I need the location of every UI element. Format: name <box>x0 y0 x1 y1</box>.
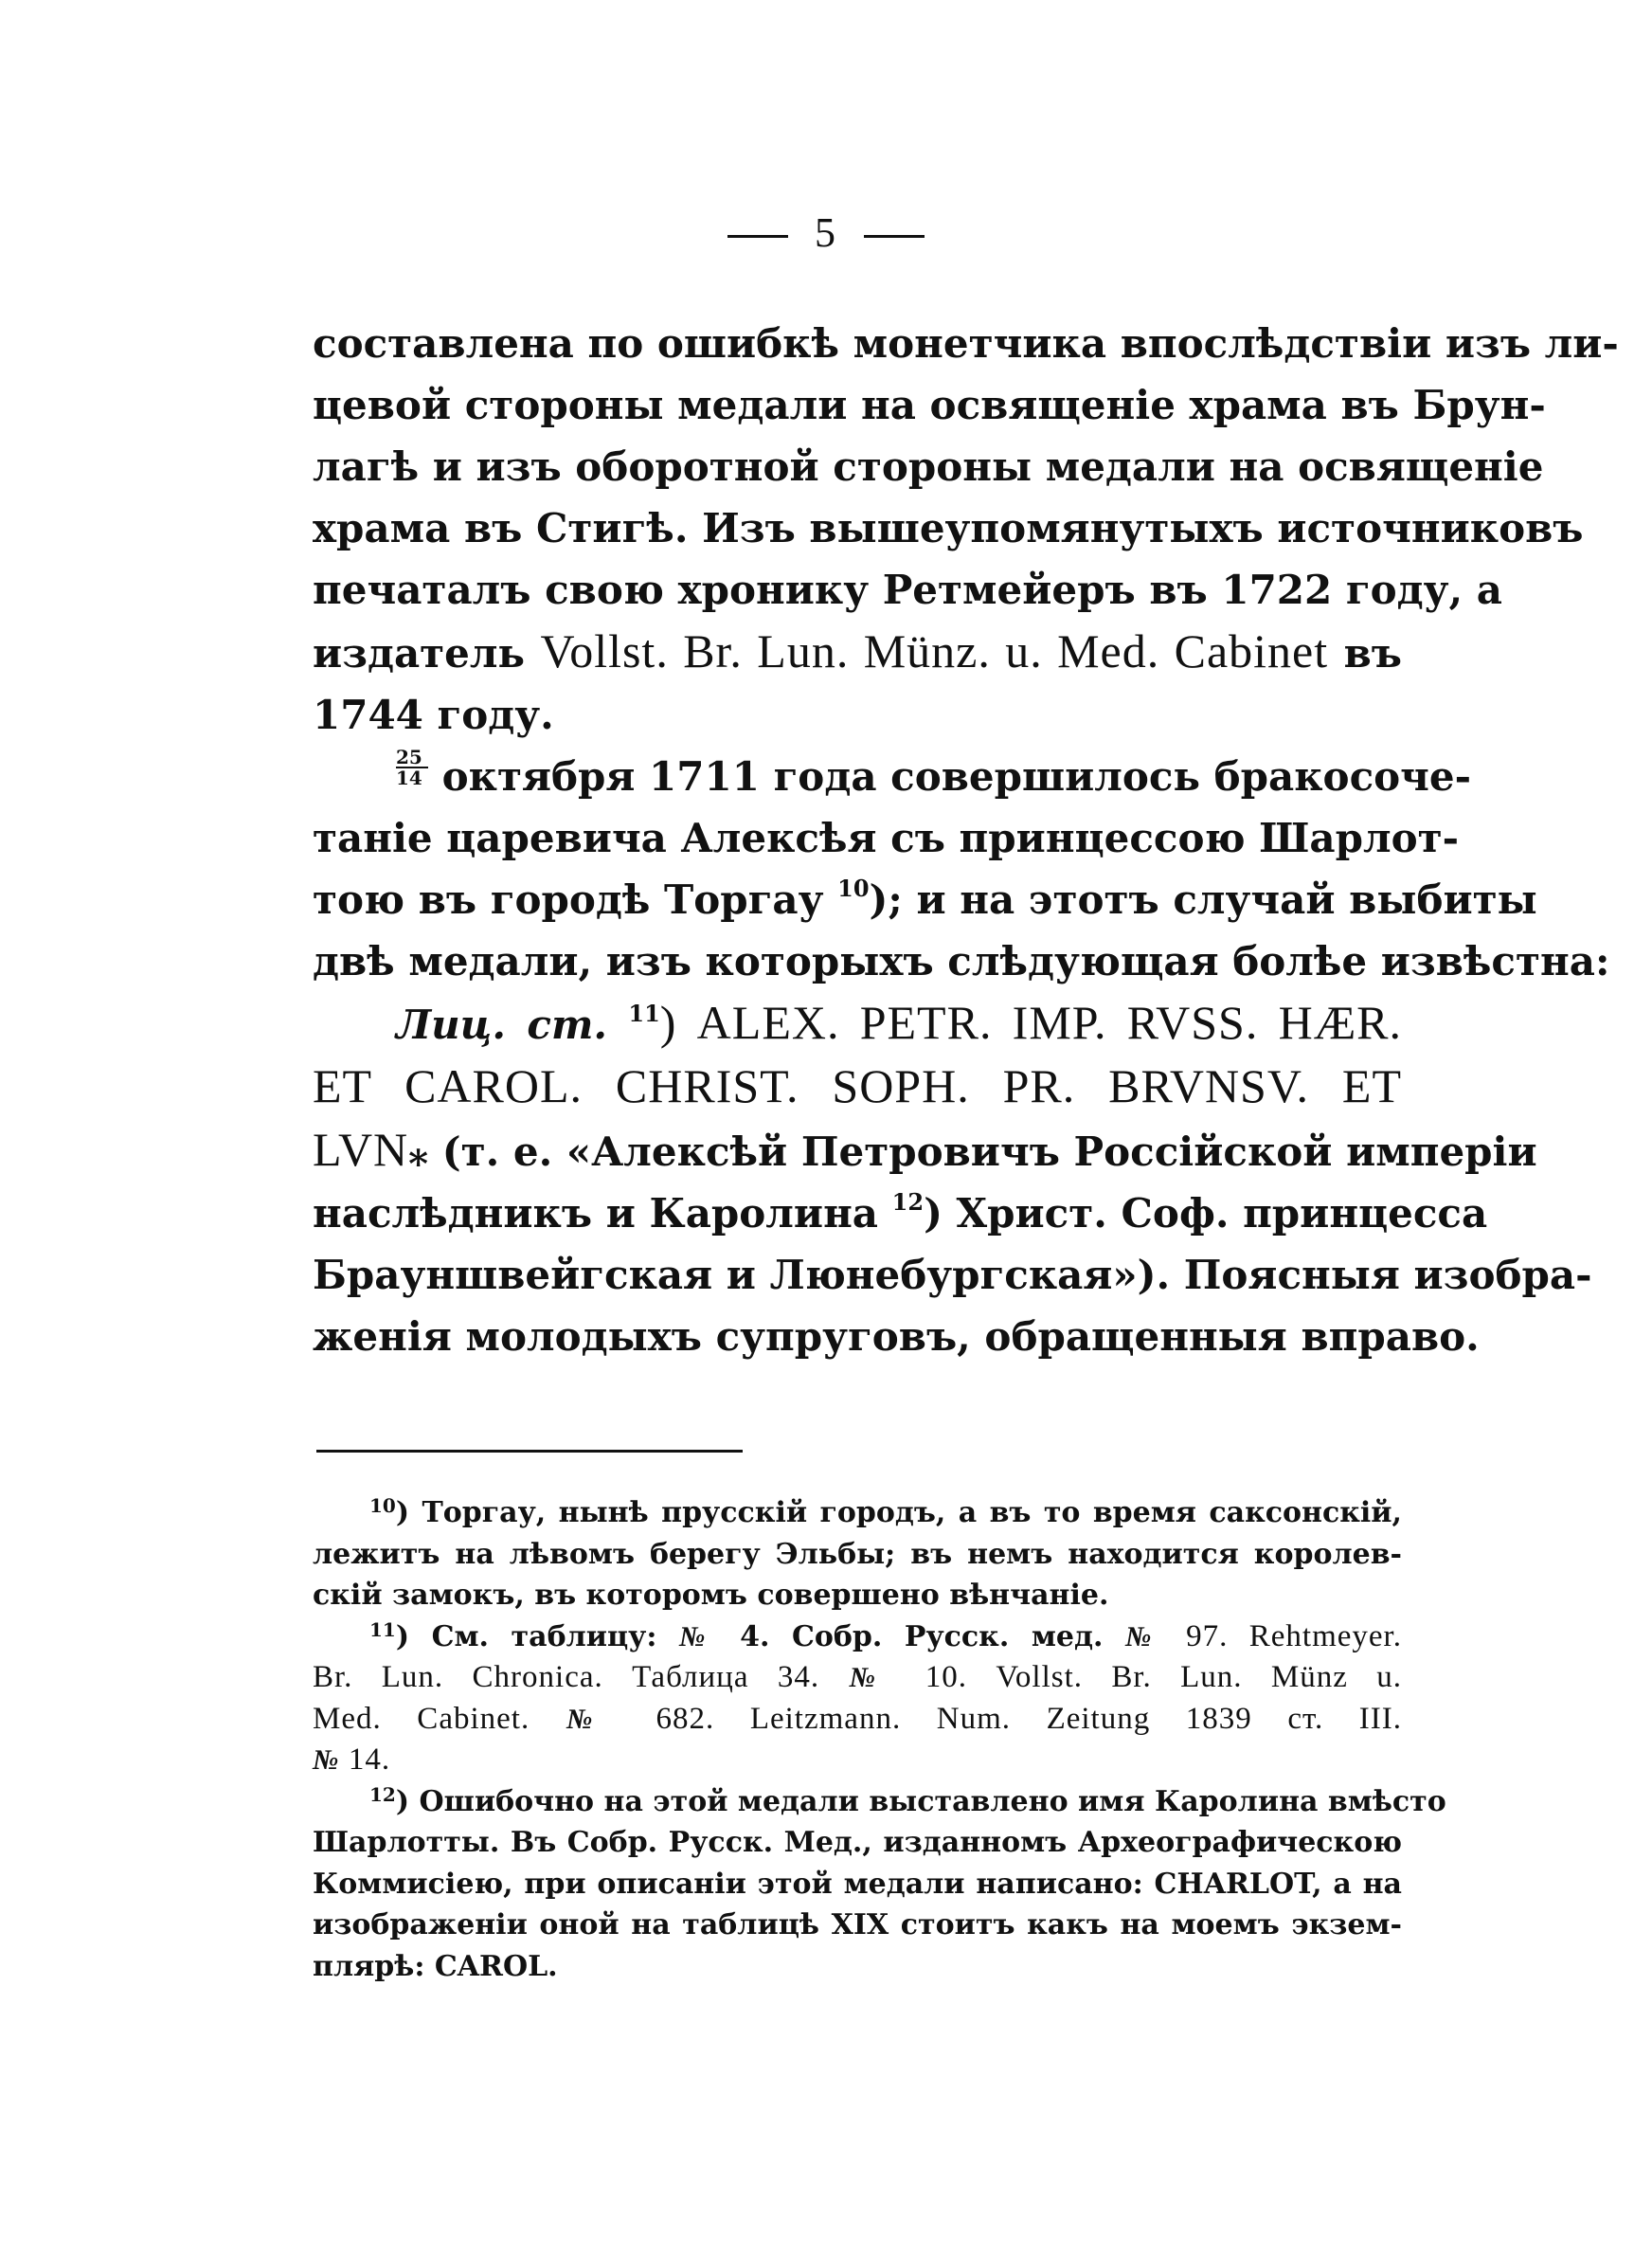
text-line <box>313 869 1537 930</box>
page-number: 5 <box>815 209 837 256</box>
text-line <box>313 1183 1488 1244</box>
text-segment: издатель <box>313 630 526 677</box>
text-segment: 97. Rehtmeyer. <box>1186 1618 1402 1653</box>
text-line: печаталъ свою хронику Ретмейеръ въ 1722 году, а <box>313 567 1502 613</box>
latin-title: Vollst. Br. Lun. Münz. u. Med. Cabinet <box>540 624 1329 677</box>
main-text <box>313 313 1619 1367</box>
label-obverse: Лиц. ст. <box>396 1002 608 1048</box>
footnote-line: Шарлотты. Въ Собр. Русск. Мед., изданномъ Археографическою <box>313 1826 1402 1859</box>
left-dash <box>727 235 788 238</box>
text-segment: 4. Собр. Русск. мед. <box>740 1619 1104 1653</box>
text-segment: 10. Vollst. Br. Lun. Münz u. <box>925 1660 1402 1694</box>
footnote-ref[interactable]: 11 <box>628 1000 660 1027</box>
text-line: лагѣ и изъ оборотной стороны медали на освященіе <box>313 443 1544 490</box>
footnote-line: скій замокъ, въ которомъ совершено вѣнчаніе. <box>313 1579 1109 1612</box>
latin-inscription: ET CAROL. CHRIST. SOPH. PR. BRVNSV. ET <box>313 1059 1402 1112</box>
numero-sign: № <box>566 1703 620 1735</box>
text-line <box>313 1119 1537 1186</box>
footnote-line: лежитъ на лѣвомъ берегу Эльбы; въ немъ находится королев- <box>313 1537 1402 1571</box>
text-segment: Br. Lun. Chronica. Таблица 34. <box>313 1660 820 1694</box>
footnote-marker: 12 <box>369 1782 396 1806</box>
footnote-line <box>313 1616 1402 1658</box>
text-segment: ) Христ. Соф. принцесса <box>924 1190 1488 1237</box>
text-line <box>313 1056 1402 1119</box>
footnote-ref[interactable]: 10 <box>837 875 870 902</box>
text-segment: 682. Leitzmann. Num. Zeitung 1839 ст. III. <box>655 1701 1402 1736</box>
numero-sign: № <box>313 1744 339 1776</box>
footnote-line: Коммисіею, при описаніи этой медали написано: CHARLOT, а на <box>313 1867 1402 1901</box>
text-segment: (т. е. «Алексѣй Петровичъ Россійской имперіи <box>441 1128 1537 1175</box>
text-line: таніе царевича Алексѣя съ принцессою Шарлот- <box>313 815 1460 861</box>
date-fraction <box>396 748 428 787</box>
right-dash <box>864 235 925 238</box>
numero-sign: № <box>1125 1620 1164 1652</box>
text-line: цевой стороны медали на освященіе храма въ Брун- <box>313 382 1546 428</box>
text-segment: ) Торгау, нынѣ прусскій городъ, а въ то время саксонскій, <box>395 1496 1402 1529</box>
text-line: 1744 году. <box>313 692 554 738</box>
page-number-header <box>0 208 1652 257</box>
text-segment: ) См. таблицу: <box>395 1619 657 1653</box>
text-segment: Med. Cabinet. <box>313 1701 530 1736</box>
text-line <box>313 746 1472 807</box>
text-segment: тою въ городѣ Торгау <box>313 876 824 923</box>
text-segment: ) Ошибочно на этой медали выставлено имя Каролина вмѣсто <box>395 1784 1446 1818</box>
text-line <box>313 992 1402 1056</box>
text-line: женія молодыхъ супруговъ, обращенныя вправо. <box>313 1313 1480 1360</box>
footnote-line: плярѣ: CAROL. <box>313 1949 558 1983</box>
footnote-line: изображеніи оной на таблицѣ XIX стоитъ какъ на моемъ экзем- <box>313 1908 1402 1941</box>
text-segment: наслѣдникъ и Каролина <box>313 1190 879 1237</box>
footnote-line <box>313 1740 1402 1781</box>
numero-sign: № <box>678 1620 718 1652</box>
footnote-line <box>313 1699 1402 1741</box>
asterisk-mark: * <box>408 1142 429 1186</box>
footnote-line <box>313 1492 1402 1534</box>
footnote-marker: 10 <box>369 1494 396 1517</box>
text-segment: въ <box>1343 630 1403 677</box>
numero-sign: № <box>849 1662 896 1693</box>
text-line: составлена по ошибкѣ монетчика впослѣдствіи изъ ли- <box>313 320 1619 367</box>
text-line <box>313 621 1402 684</box>
text-segment: октября 1711 года совершилось бракосоче- <box>441 753 1472 800</box>
footnotes <box>313 1492 1446 1987</box>
footnote-ref[interactable]: 12 <box>891 1188 925 1216</box>
text-line: храма въ Стигѣ. Изъ вышеупомянутыхъ источниковъ <box>313 505 1584 551</box>
footnote-line <box>313 1657 1402 1699</box>
text-line: Брауншвейгская и Люнебургская»). Поясныя изобра- <box>313 1252 1592 1298</box>
footnote-divider <box>316 1450 743 1453</box>
footnote-line <box>313 1781 1446 1823</box>
text-segment: 14. <box>348 1742 391 1777</box>
text-segment: ); и на этотъ случай выбиты <box>869 876 1537 923</box>
fraction-denominator: 14 <box>396 767 422 789</box>
footnote-marker: 11 <box>369 1617 396 1641</box>
latin-inscription: LVN <box>313 1123 409 1176</box>
fraction-numerator: 25 <box>396 748 428 768</box>
text-line: двѣ медали, изъ которыхъ слѣдующая болѣе извѣстна: <box>313 938 1610 984</box>
latin-inscription: ) ALEX. PETR. IMP. RVSS. HÆR. <box>659 996 1402 1049</box>
